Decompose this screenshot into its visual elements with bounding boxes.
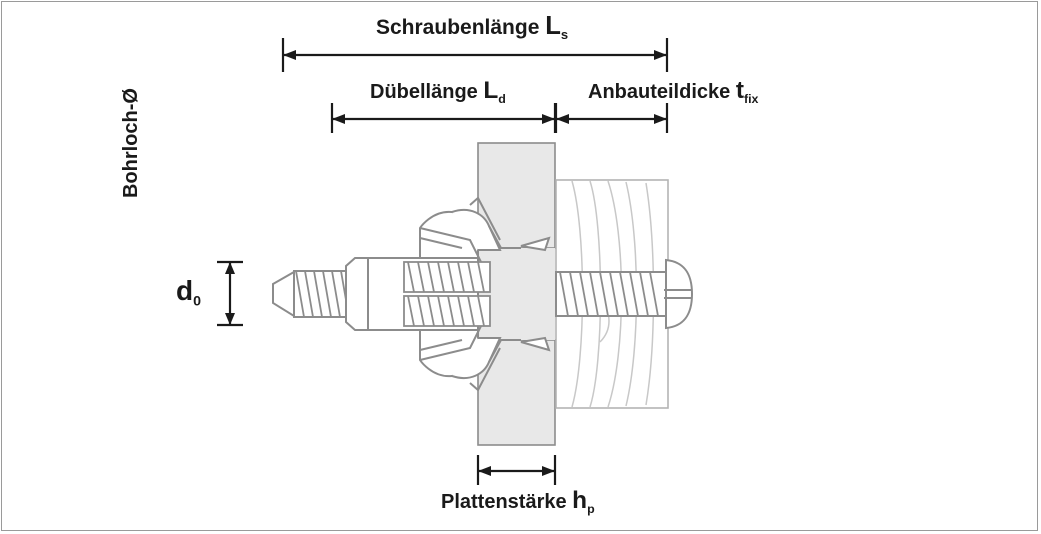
dimension-screw-length — [283, 38, 667, 72]
label-fixture-thickness: Anbauteildicke $t_{fix}$ — [588, 77, 759, 106]
dimension-board-thickness — [478, 455, 555, 485]
plasterboard-panel — [478, 143, 555, 445]
label-drill-hole: Bohrloch-Ø — [120, 88, 142, 198]
screw-head — [666, 260, 692, 328]
label-drill-diameter: $d_0$ — [176, 275, 202, 310]
label-anchor-length: Dübellänge $L_d$ — [370, 77, 506, 106]
screw-threads-anchor-lower — [404, 296, 490, 326]
dimension-anchor-length — [332, 103, 555, 133]
label-board-thickness: Plattenstärke $h_p$ — [441, 487, 595, 516]
dimension-drill-diameter — [217, 262, 243, 325]
screw-threads-anchor-upper — [404, 262, 490, 292]
label-screw-length: Schraubenlänge $L_s$ — [376, 12, 569, 43]
dimension-fixture-thickness — [556, 103, 667, 133]
